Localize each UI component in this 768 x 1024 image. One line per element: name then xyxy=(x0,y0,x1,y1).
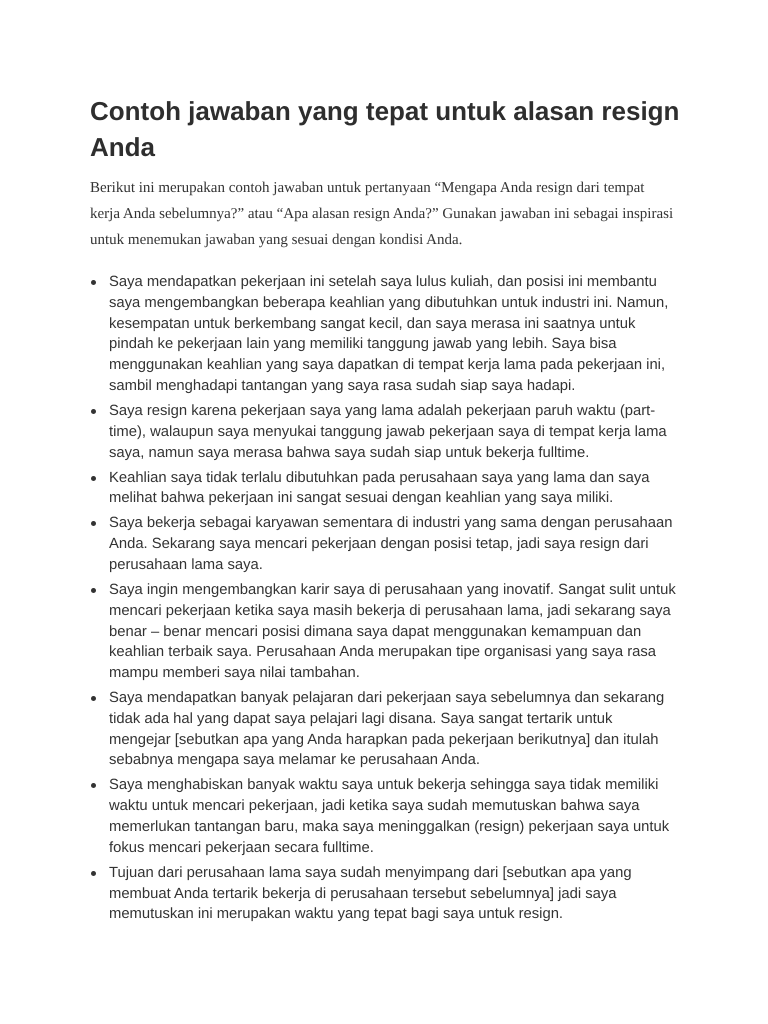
bullet-icon xyxy=(91,871,96,876)
list-item xyxy=(90,468,690,510)
page-title: Contoh jawaban yang tepat untuk alasan resign Anda xyxy=(90,96,680,162)
list-item xyxy=(90,580,690,684)
bullet-icon xyxy=(91,476,96,481)
list-item-text: Tujuan dari perusahaan lama saya sudah menyimpang dari [sebutkan apa yang membuat Anda tertarik bekerja di perusahaan tersebut sebelumnya] jadi saya memutuskan ini merupakan waktu yang tepat bagi saya untuk resign. xyxy=(109,864,632,923)
list-item xyxy=(90,688,690,771)
bullet-icon xyxy=(91,409,96,414)
answer-list xyxy=(90,272,690,929)
list-item xyxy=(90,401,690,463)
list-item-text: Saya resign karena pekerjaan saya yang lama adalah pekerjaan paruh waktu (part-time), walaupun saya menyukai tanggung jawab pekerjaan saya di tempat kerja lama saya, namun saya merasa bahwa saya sudah siap untuk bekerja fulltime. xyxy=(109,402,667,461)
list-item xyxy=(90,513,690,575)
list-item-text: Saya menghabiskan banyak waktu saya untuk bekerja sehingga saya tidak memiliki waktu untuk mencari pekerjaan, jadi ketika saya sudah memutuskan bahwa saya memerlukan tantangan baru, maka saya meninggalkan (resign) pekerjaan saya untuk fokus mencari pekerjaan secara fulltime. xyxy=(109,777,670,856)
list-item xyxy=(90,775,690,858)
list-item-text: Saya mendapatkan banyak pelajaran dari pekerjaan saya sebelumnya dan sekarang tidak ada hal yang dapat saya pelajari lagi disana. Saya sangat tertarik untuk mengejar [sebutkan apa yang Anda harapkan pada pekerjaan berikutnya] dan itulah sebabnya mengapa saya melamar ke perusahaan Anda. xyxy=(109,690,665,769)
bullet-icon xyxy=(91,783,96,788)
bullet-icon xyxy=(91,521,96,526)
bullet-icon xyxy=(91,280,96,285)
list-item-text: Keahlian saya tidak terlalu dibutuhkan pada perusahaan saya yang lama dan saya melihat bahwa pekerjaan ini sangat sesuai dengan keahlian yang saya miliki. xyxy=(109,469,650,507)
intro-paragraph: Berikut ini merupakan contoh jawaban untuk pertanyaan “Mengapa Anda resign dari tempat kerja Anda sebelumnya?” atau “Apa alasan resign Anda?” Gunakan jawaban ini sebagai inspirasi untuk menemukan jawaban yang sesuai dengan kondisi Anda. xyxy=(90,180,674,248)
bullet-icon xyxy=(91,588,96,593)
list-item-text: Saya ingin mengembangkan karir saya di perusahaan yang inovatif. Sangat sulit untuk mencari pekerjaan ketika saya masih bekerja di perusahaan lama, jadi sekarang saya benar – benar mencari posisi dimana saya dapat menggunakan kemampuan dan keahlian terbaik saya. Perusahaan Anda merupakan tipe organisasi yang saya rasa mampu memberi saya nilai tambahan. xyxy=(109,581,676,682)
list-item-text: Saya mendapatkan pekerjaan ini setelah saya lulus kuliah, dan posisi ini membantu saya mengembangkan beberapa keahlian yang dibutuhkan untuk industri ini. Namun, kesempatan untuk berkembang sangat kecil, dan saya merasa ini saatnya untuk pindah ke pekerjaan lain yang memiliki tanggung jawab yang lebih. Saya bisa menggunakan keahlian yang saya dapatkan di tempat kerja lama pada pekerjaan ini, sambil menghadapi tantangan yang saya rasa sudah siap saya hadapi. xyxy=(109,274,669,394)
list-item-text: Saya bekerja sebagai karyawan sementara di industri yang sama dengan perusahaan Anda. Sekarang saya mencari pekerjaan dengan posisi tetap, jadi saya resign dari perusahaan lama saya. xyxy=(109,515,673,573)
list-item xyxy=(90,863,690,925)
bullet-icon xyxy=(91,696,96,701)
list-item xyxy=(90,272,690,397)
